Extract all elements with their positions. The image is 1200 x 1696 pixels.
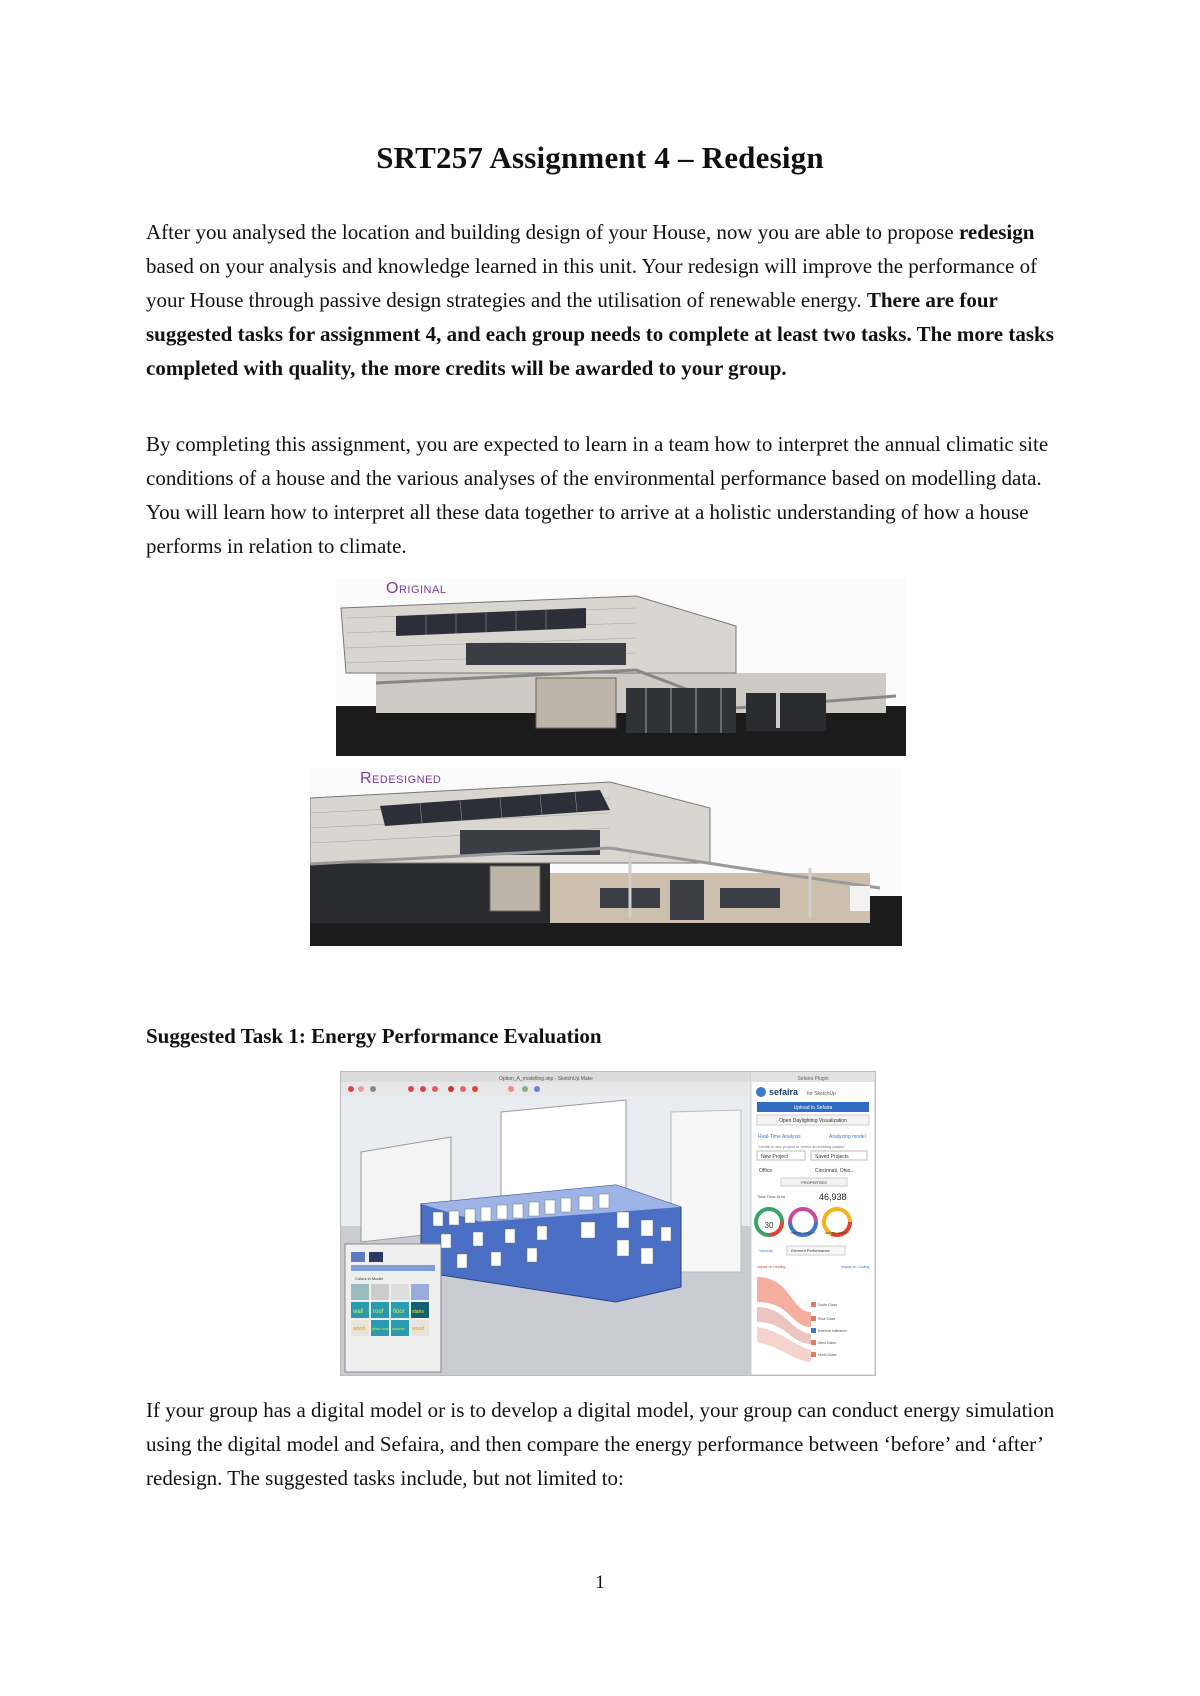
intro-text-2: based on your analysis and knowledge learned in this unit. Your redesign will improve the performance of your House through passive design strategies and the utilisation of renewable energy.: [146, 254, 1038, 312]
sefaira-brand: sefaira: [769, 1087, 799, 1097]
materials-title: Colors in Model: [355, 1276, 383, 1281]
location-field: Cincinnati, Ohio...: [815, 1168, 855, 1174]
flow-item-4: West Glass: [818, 1341, 836, 1345]
saved-projects-field: Saved Projects: [815, 1154, 849, 1160]
material-word-4: stairs: [412, 1309, 424, 1315]
flow-item-2: Roof Glass: [818, 1317, 836, 1321]
flow-item-5: North Glass: [818, 1353, 837, 1357]
sketchup-sefaira-screenshot: [340, 1071, 876, 1376]
intro-paragraph: [146, 215, 1066, 385]
intro-bold-redesign: redesign: [958, 220, 1035, 244]
building-type: Office: [759, 1168, 772, 1174]
sefaira-brand-sub: for SketchUp: [807, 1091, 836, 1097]
label-original: Original: [386, 580, 447, 597]
page-title: SRT257 Assignment 4 – Redesign: [376, 140, 824, 175]
task1-paragraph: If your group has a digital model or is to develop a digital model, your group can conduct energy simulation using the digital model and Sefaira, and then compare the energy performance between ‘before’ and ‘after’ redesign. The suggested tasks include, but not limited to:: [146, 1398, 1055, 1490]
intro-text-1: After you analysed the location and building design of your House, now you are able to propose: [146, 220, 959, 244]
impact-cooling-label: Impact on Cooling: [841, 1265, 870, 1269]
element-performance-tab: Element Performance: [791, 1248, 830, 1253]
cooling-label: COOLING CAPACITY: [790, 1232, 816, 1235]
flow-item-3: External Infiltration: [818, 1329, 847, 1333]
properties-button: PROPERTIES: [801, 1180, 827, 1185]
daylight-button: Open Daylighting Visualization: [779, 1118, 847, 1124]
realtime-tab: Real-Time Analysis: [758, 1134, 801, 1140]
analyzing-label: Analyzing model: [829, 1134, 866, 1140]
window-title: Option_A_modelling.skp - SketchUp Make: [499, 1076, 593, 1082]
material-word-6: pitch roof: [372, 1326, 389, 1331]
task1-heading: Suggested Task 1: Energy Performance Evaluation: [146, 1024, 602, 1048]
material-word-8: wood: [412, 1326, 424, 1332]
sketchup-screenshot-image: [341, 1072, 875, 1375]
heating-label: HEATING CAPACITY: [824, 1232, 850, 1235]
material-word-1: wall: [353, 1309, 364, 1315]
velocity-tab: Velocity: [759, 1248, 773, 1253]
floor-area-label: Total Floor Area: [757, 1194, 786, 1199]
label-redesigned: Redesigned: [360, 770, 442, 787]
material-word-5: wood: [353, 1326, 365, 1332]
floor-area-value: 46,938: [819, 1192, 847, 1202]
new-project-field: New Project: [761, 1154, 788, 1160]
original-model-image: [336, 578, 906, 756]
redesigned-model-image: [310, 768, 902, 946]
material-word-2: roof: [373, 1309, 384, 1315]
impact-heating-label: Impact on Heating: [757, 1265, 786, 1269]
flow-item-1: South Glass: [818, 1303, 838, 1307]
redesigned-model-photo: [310, 768, 902, 946]
upload-button: Upload to Sefaira: [793, 1105, 833, 1111]
material-word-7: column: [392, 1326, 405, 1331]
learning-paragraph: By completing this assignment, you are expected to learn in a team how to interpret the annual climatic site conditions of a house and the various analyses of the environmental performance based on modelling data. You will learn how to interpret all these data together to arrive at a holistic understanding of how a house performs in relation to climate.: [146, 432, 1049, 558]
intro-bold-requirements: There are four suggested tasks for assignment 4, and each group needs to complete at least two tasks. The more tasks completed with quality, the more credits will be awarded to your group.: [146, 288, 1054, 380]
original-model-photo: [336, 578, 906, 756]
panel-title: Sefaira Plugin: [797, 1076, 829, 1082]
create-prompt: Create a new project or select an existing project: [758, 1144, 845, 1149]
page-number: 1: [595, 1572, 605, 1593]
gauge-value: 30: [764, 1221, 774, 1230]
material-word-3: floor: [393, 1309, 405, 1315]
